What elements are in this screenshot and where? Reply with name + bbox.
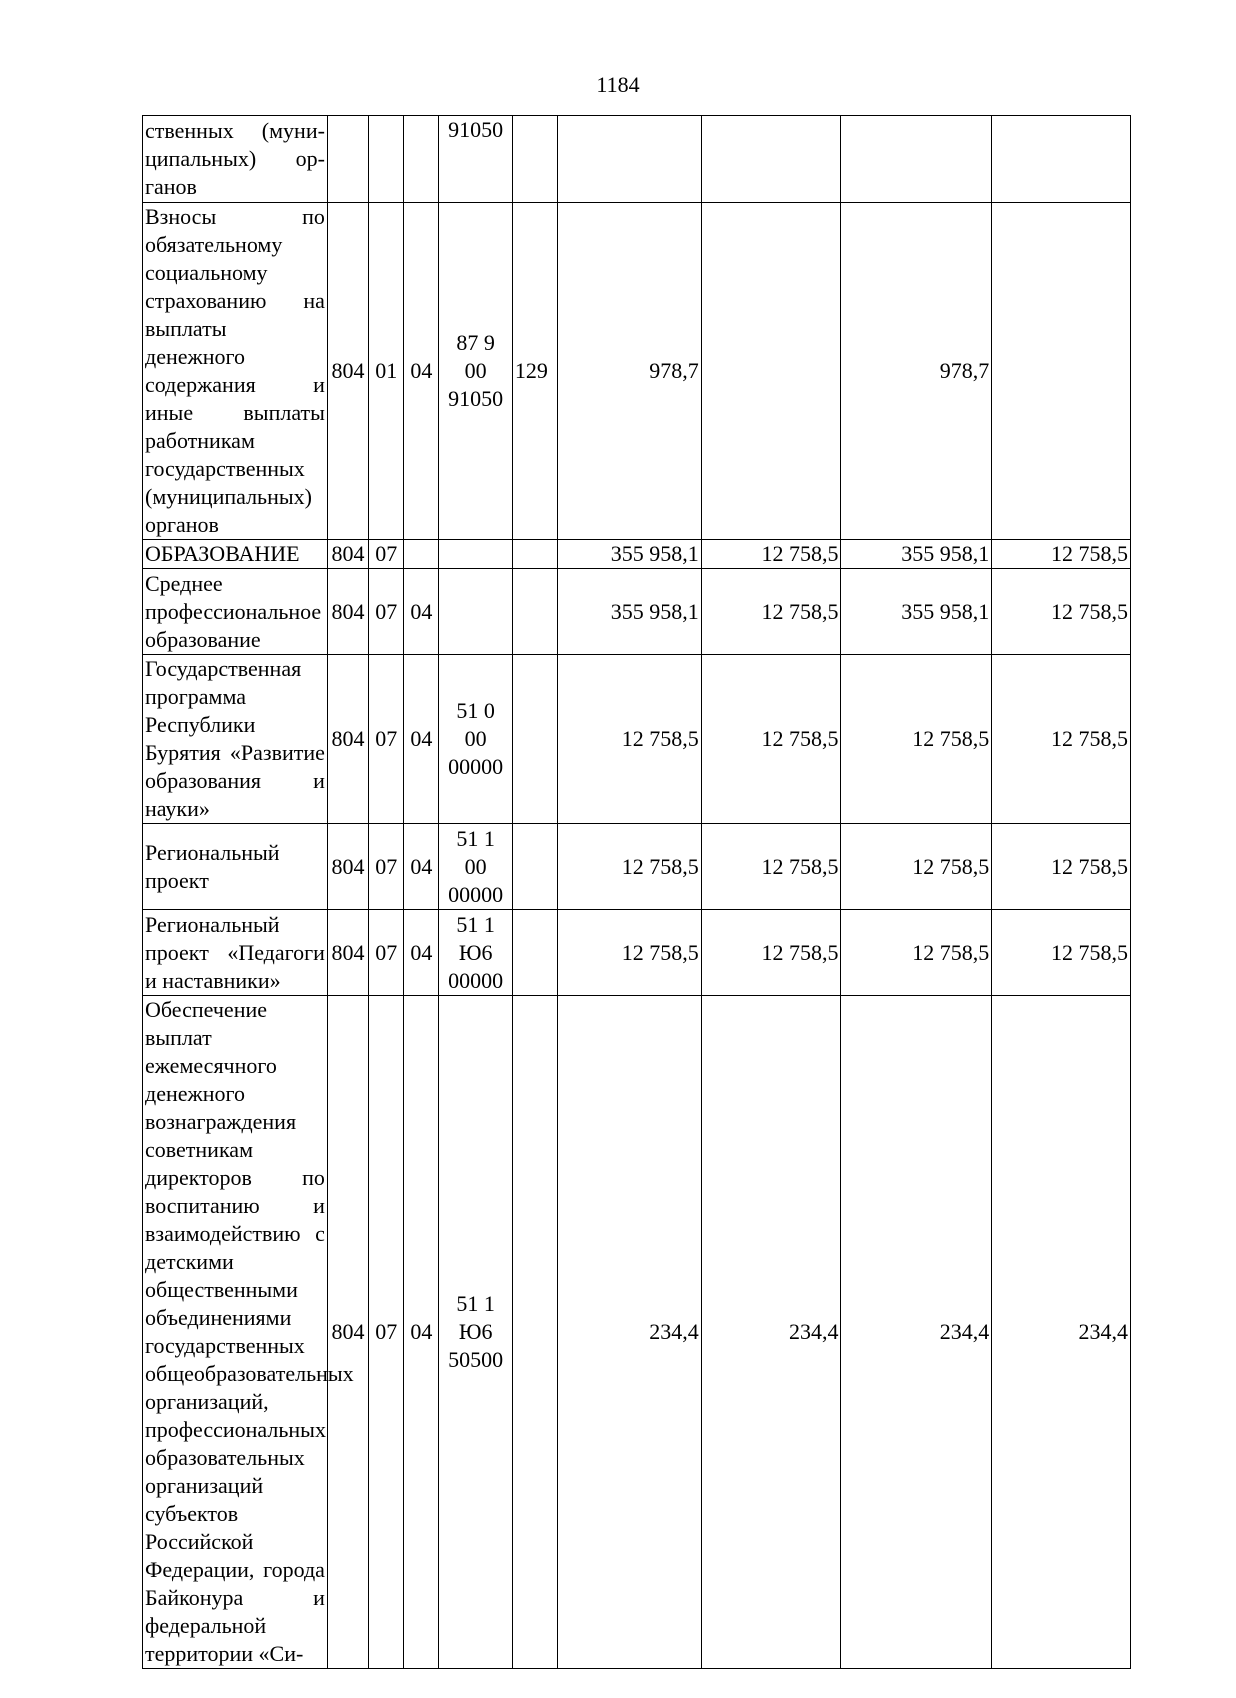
section-code: 07 (369, 540, 404, 569)
subsection-code: 04 (404, 655, 439, 824)
row-name: Среднее профессиональное образование (143, 569, 328, 655)
target-code (439, 540, 512, 569)
amount-1: 355 958,1 (558, 540, 702, 569)
section-code: 07 (369, 824, 404, 910)
amount-4: 234,4 (992, 996, 1131, 1669)
ministry-code: 804 (327, 824, 368, 910)
table-row (143, 910, 1131, 996)
row-name: Региональный проект (143, 824, 328, 910)
amount-2: 12 758,5 (701, 540, 841, 569)
amount-1: 355 958,1 (558, 569, 702, 655)
table-row (143, 203, 1131, 540)
row-name: Обеспечение выплат ежемесячного денежного вознаграждения советникам директоров по воспитанию и взаимодействию с детскими общественными объединениями государственных общеобразовательных организаций, профессиональных образовательных организаций субъектов Российской Федерации, города Байконура и федеральной территории «Си- (143, 996, 328, 1669)
amount-2: 12 758,5 (701, 910, 841, 996)
amount-2 (701, 116, 841, 203)
ministry-code: 804 (327, 655, 368, 824)
ministry-code: 804 (327, 203, 368, 540)
subsection-code: 04 (404, 910, 439, 996)
amount-1: 12 758,5 (558, 824, 702, 910)
amount-3: 12 758,5 (841, 824, 992, 910)
row-name: Государственная программа Республики Бурятия «Развитие образования и науки» (143, 655, 328, 824)
amount-2: 12 758,5 (701, 824, 841, 910)
row-name: ственных (муни- ципальных) ор- ганов (143, 116, 328, 203)
ministry-code: 804 (327, 910, 368, 996)
amount-4: 12 758,5 (992, 655, 1131, 824)
table-row (143, 655, 1131, 824)
amount-4 (992, 203, 1131, 540)
amount-4: 12 758,5 (992, 569, 1131, 655)
expense-type-code (512, 996, 557, 1669)
amount-3: 978,7 (841, 203, 992, 540)
amount-3: 12 758,5 (841, 655, 992, 824)
expense-type-code: 129 (512, 203, 557, 540)
amount-3: 12 758,5 (841, 910, 992, 996)
amount-2: 12 758,5 (701, 569, 841, 655)
amount-3 (841, 116, 992, 203)
row-name: ОБРАЗОВАНИЕ (143, 540, 328, 569)
amount-2: 12 758,5 (701, 655, 841, 824)
subsection-code (404, 116, 439, 203)
expense-type-code (512, 824, 557, 910)
ministry-code: 804 (327, 540, 368, 569)
target-code: 51 0 00 00000 (439, 655, 512, 824)
section-code (369, 116, 404, 203)
ministry-code (327, 116, 368, 203)
target-code: 51 1 Ю6 00000 (439, 910, 512, 996)
target-code: 51 1 Ю6 50500 (439, 996, 512, 1669)
target-code: 87 9 00 91050 (439, 203, 512, 540)
target-code (439, 569, 512, 655)
section-code: 01 (369, 203, 404, 540)
subsection-code: 04 (404, 996, 439, 1669)
amount-3: 355 958,1 (841, 540, 992, 569)
amount-1: 978,7 (558, 203, 702, 540)
amount-4: 12 758,5 (992, 824, 1131, 910)
amount-3: 355 958,1 (841, 569, 992, 655)
amount-1: 12 758,5 (558, 655, 702, 824)
amount-4 (992, 116, 1131, 203)
table-row (143, 824, 1131, 910)
amount-1 (558, 116, 702, 203)
row-name: Региональный проект «Педагоги и наставники» (143, 910, 328, 996)
amount-2: 234,4 (701, 996, 841, 1669)
amount-1: 12 758,5 (558, 910, 702, 996)
subsection-code: 04 (404, 824, 439, 910)
row-name: Взносы по обязательному социальному страхованию на выплаты денежного содержания и иные выплаты работникам государственных (муниципальных) органов (143, 203, 328, 540)
budget-table (142, 115, 1131, 1669)
amount-4: 12 758,5 (992, 910, 1131, 996)
table-row (143, 569, 1131, 655)
section-code: 07 (369, 655, 404, 824)
expense-type-code (512, 540, 557, 569)
section-code: 07 (369, 910, 404, 996)
section-code: 07 (369, 996, 404, 1669)
expense-type-code (512, 655, 557, 824)
amount-3: 234,4 (841, 996, 992, 1669)
table-row (143, 540, 1131, 569)
ministry-code: 804 (327, 996, 368, 1669)
amount-1: 234,4 (558, 996, 702, 1669)
subsection-code: 04 (404, 203, 439, 540)
page-number: 1184 (596, 72, 640, 97)
amount-4: 12 758,5 (992, 540, 1131, 569)
expense-type-code (512, 910, 557, 996)
ministry-code: 804 (327, 569, 368, 655)
amount-2 (701, 203, 841, 540)
expense-type-code (512, 116, 557, 203)
table-row (143, 116, 1131, 203)
target-code: 91050 (439, 116, 512, 203)
subsection-code: 04 (404, 569, 439, 655)
subsection-code (404, 540, 439, 569)
section-code: 07 (369, 569, 404, 655)
table-row (143, 996, 1131, 1669)
target-code: 51 1 00 00000 (439, 824, 512, 910)
expense-type-code (512, 569, 557, 655)
